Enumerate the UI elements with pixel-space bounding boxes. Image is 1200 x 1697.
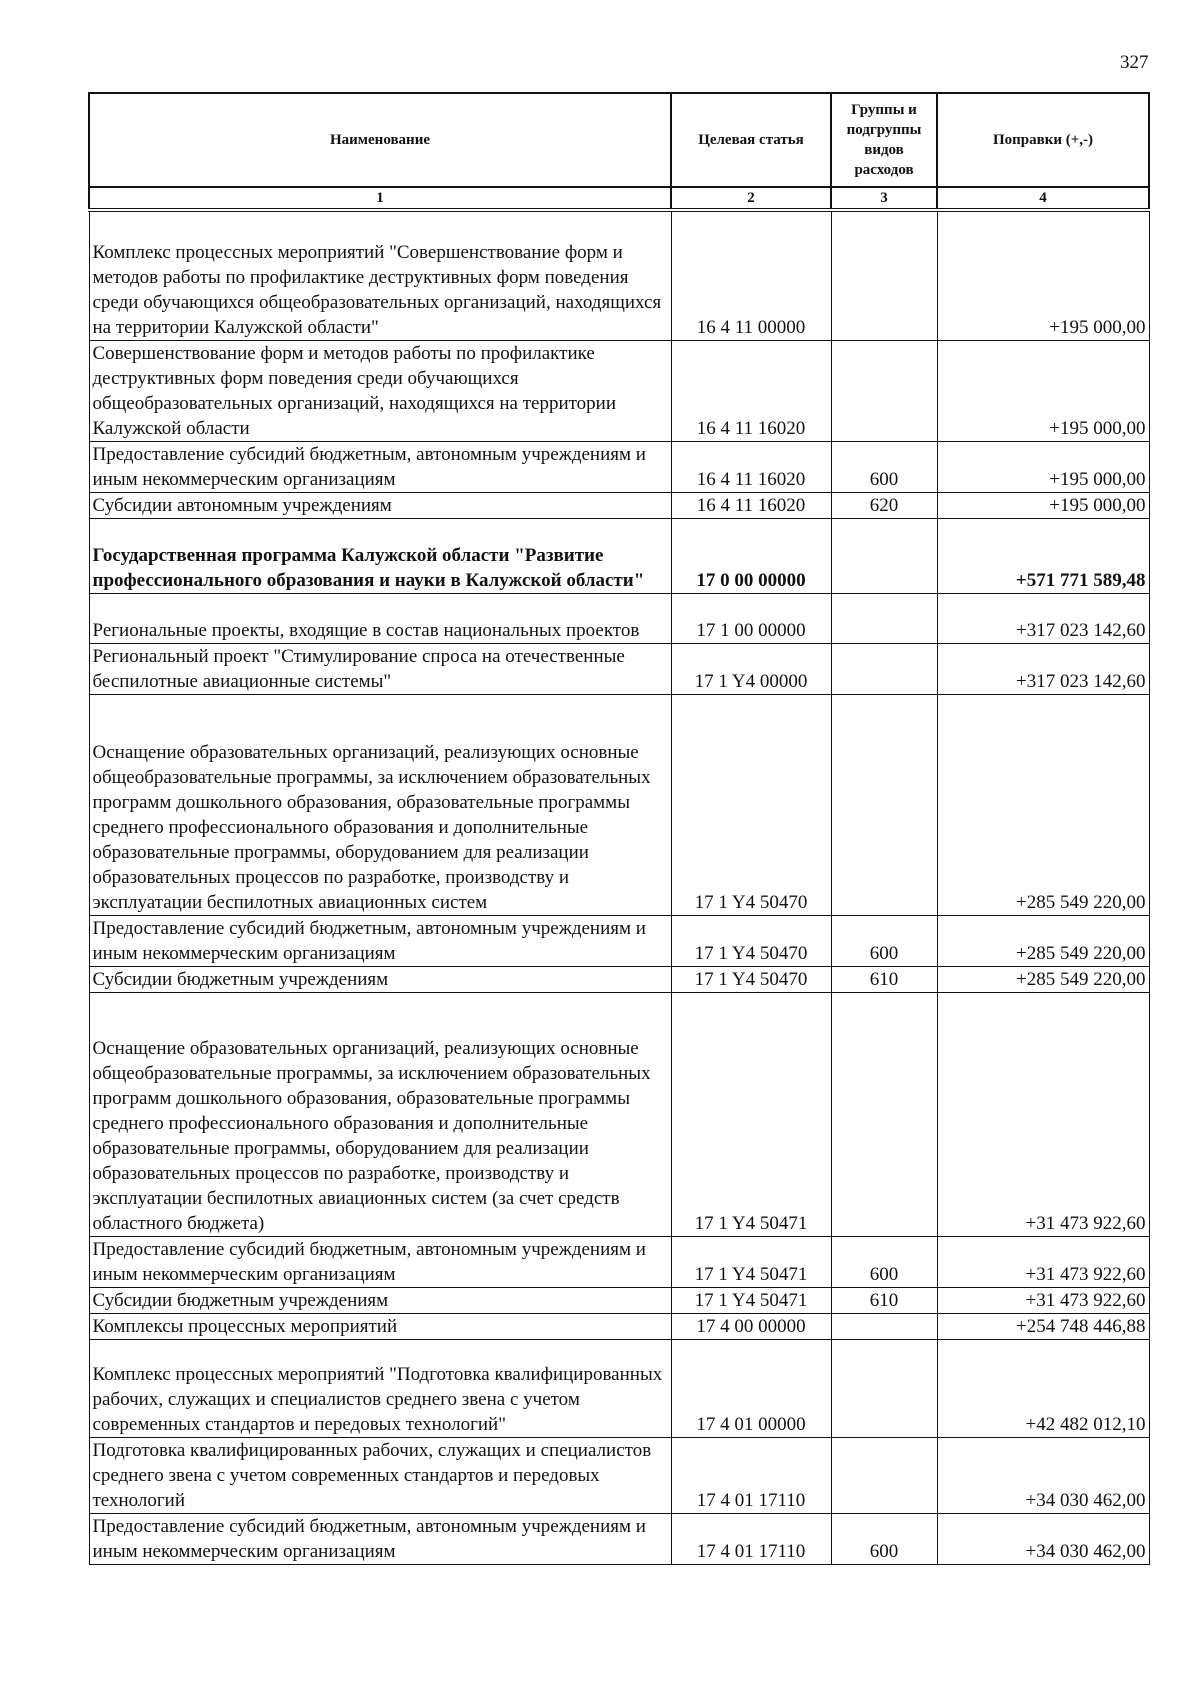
row-amendment-amount: +254 748 446,88 [937, 1313, 1149, 1339]
row-name: Региональный проект "Стимулирование спроса на отечественные беспилотные авиационные системы" [89, 643, 671, 694]
row-name: Субсидии бюджетным учреждениям [89, 1287, 671, 1313]
row-name: Оснащение образовательных организаций, реализующих основные общеобразовательные программы, за исключением образовательных программ дошкольного образования, образовательные программы среднего профессионального образования и дополнительные образовательные программы, оборудованием для реализации образовательных процессов по разработке, производству и эксплуатации беспилотных авиационных систем [89, 694, 671, 915]
column-number: 1 [89, 187, 671, 210]
row-target-article: 17 1 Y4 50471 [671, 1287, 831, 1313]
header-amendments: Поправки (+,-) [937, 93, 1149, 187]
table-row [89, 492, 1149, 518]
table-row [89, 915, 1149, 966]
row-expense-group: 620 [831, 492, 937, 518]
row-name: Государственная программа Калужской области "Развитие профессионального образования и науки в Калужской области" [89, 518, 671, 593]
row-expense-group: 600 [831, 1513, 937, 1564]
row-target-article: 16 4 11 16020 [671, 340, 831, 441]
header-name: Наименование [89, 93, 671, 187]
table-row [89, 992, 1149, 1236]
row-amendment-amount: +285 549 220,00 [937, 915, 1149, 966]
row-amendment-amount: +317 023 142,60 [937, 643, 1149, 694]
row-amendment-amount: +31 473 922,60 [937, 1236, 1149, 1287]
row-amendment-amount: +42 482 012,10 [937, 1339, 1149, 1437]
row-target-article: 16 4 11 16020 [671, 441, 831, 492]
row-expense-group [831, 694, 937, 915]
row-amendment-amount: +195 000,00 [937, 441, 1149, 492]
row-expense-group [831, 518, 937, 593]
row-target-article: 17 4 00 00000 [671, 1313, 831, 1339]
row-expense-group: 610 [831, 1287, 937, 1313]
row-expense-group: 600 [831, 915, 937, 966]
table-row [89, 966, 1149, 992]
row-target-article: 17 4 01 17110 [671, 1513, 831, 1564]
table-row [89, 210, 1149, 340]
row-name: Предоставление субсидий бюджетным, автономным учреждениям и иным некоммерческим организациям [89, 441, 671, 492]
row-name: Предоставление субсидий бюджетным, автономным учреждениям и иным некоммерческим организациям [89, 1236, 671, 1287]
table-row [89, 1313, 1149, 1339]
row-expense-group [831, 1313, 937, 1339]
row-name: Комплексы процессных мероприятий [89, 1313, 671, 1339]
row-amendment-amount: +34 030 462,00 [937, 1437, 1149, 1513]
row-target-article: 17 1 Y4 50471 [671, 992, 831, 1236]
table-row [89, 1513, 1149, 1564]
table-row [89, 1339, 1149, 1437]
row-target-article: 17 1 Y4 50470 [671, 966, 831, 992]
column-number: 3 [831, 187, 937, 210]
budget-amendments-table [88, 92, 1150, 1565]
row-name: Субсидии автономным учреждениям [89, 492, 671, 518]
table-row [89, 1437, 1149, 1513]
row-target-article: 17 0 00 00000 [671, 518, 831, 593]
column-number: 2 [671, 187, 831, 210]
row-amendment-amount: +285 549 220,00 [937, 966, 1149, 992]
table-row [89, 1287, 1149, 1313]
row-name: Подготовка квалифицированных рабочих, служащих и специалистов среднего звена с учетом современных стандартов и передовых технологий [89, 1437, 671, 1513]
row-expense-group [831, 210, 937, 340]
row-name: Предоставление субсидий бюджетным, автономным учреждениям и иным некоммерческим организациям [89, 1513, 671, 1564]
header-expense-groups: Группы и подгруппы видов расходов [831, 93, 937, 187]
row-target-article: 17 1 Y4 00000 [671, 643, 831, 694]
row-name: Комплекс процессных мероприятий "Совершенствование форм и методов работы по профилактике деструктивных форм поведения среди обучающихся общеобразовательных организаций, находящихся на территории Калужской области" [89, 210, 671, 340]
row-name: Предоставление субсидий бюджетным, автономным учреждениям и иным некоммерческим организациям [89, 915, 671, 966]
table-row [89, 1236, 1149, 1287]
row-expense-group: 600 [831, 441, 937, 492]
table-row [89, 643, 1149, 694]
row-expense-group [831, 340, 937, 441]
row-amendment-amount: +195 000,00 [937, 210, 1149, 340]
page-number: 327 [1120, 52, 1149, 73]
row-amendment-amount: +285 549 220,00 [937, 694, 1149, 915]
header-target-article: Целевая статья [671, 93, 831, 187]
row-name: Региональные проекты, входящие в состав национальных проектов [89, 593, 671, 643]
row-target-article: 16 4 11 00000 [671, 210, 831, 340]
row-expense-group [831, 1339, 937, 1437]
table-row [89, 441, 1149, 492]
row-expense-group: 610 [831, 966, 937, 992]
row-amendment-amount: +317 023 142,60 [937, 593, 1149, 643]
row-target-article: 17 4 01 00000 [671, 1339, 831, 1437]
table-row [89, 340, 1149, 441]
column-number: 4 [937, 187, 1149, 210]
row-target-article: 17 4 01 17110 [671, 1437, 831, 1513]
row-target-article: 17 1 Y4 50471 [671, 1236, 831, 1287]
row-target-article: 16 4 11 16020 [671, 492, 831, 518]
row-amendment-amount: +571 771 589,48 [937, 518, 1149, 593]
row-name: Субсидии бюджетным учреждениям [89, 966, 671, 992]
row-amendment-amount: +31 473 922,60 [937, 992, 1149, 1236]
row-name: Оснащение образовательных организаций, реализующих основные общеобразовательные программы, за исключением образовательных программ дошкольного образования, образовательные программы среднего профессионального образования и дополнительные образовательные программы, оборудованием для реализации образовательных процессов по разработке, производству и эксплуатации беспилотных авиационных систем (за счет средств областного бюджета) [89, 992, 671, 1236]
table-row [89, 593, 1149, 643]
row-expense-group [831, 643, 937, 694]
row-name: Комплекс процессных мероприятий "Подготовка квалифицированных рабочих, служащих и специалистов среднего звена с учетом современных стандартов и передовых технологий" [89, 1339, 671, 1437]
header-row [89, 93, 1149, 187]
row-expense-group [831, 992, 937, 1236]
row-expense-group: 600 [831, 1236, 937, 1287]
table-row [89, 518, 1149, 593]
row-expense-group [831, 1437, 937, 1513]
row-target-article: 17 1 Y4 50470 [671, 694, 831, 915]
row-target-article: 17 1 00 00000 [671, 593, 831, 643]
row-target-article: 17 1 Y4 50470 [671, 915, 831, 966]
column-number-row [89, 187, 1149, 210]
row-amendment-amount: +195 000,00 [937, 492, 1149, 518]
row-amendment-amount: +195 000,00 [937, 340, 1149, 441]
row-amendment-amount: +31 473 922,60 [937, 1287, 1149, 1313]
row-expense-group [831, 593, 937, 643]
row-name: Совершенствование форм и методов работы по профилактике деструктивных форм поведения среди обучающихся общеобразовательных организаций, находящихся на территории Калужской области [89, 340, 671, 441]
table-row [89, 694, 1149, 915]
row-amendment-amount: +34 030 462,00 [937, 1513, 1149, 1564]
